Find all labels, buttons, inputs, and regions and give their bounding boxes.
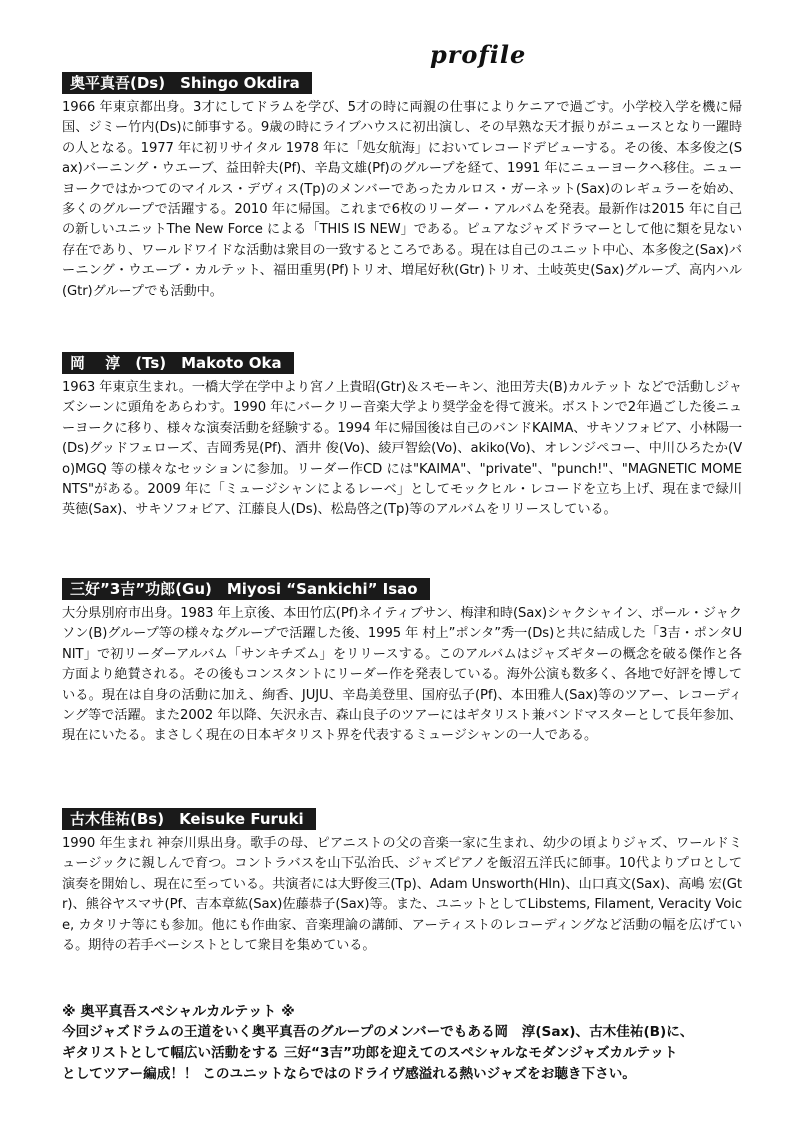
member-name-label: 岡 淳 (Ts) Makoto Oka [62, 352, 294, 374]
member-profile-okudaira [62, 72, 742, 302]
page-title: profile [430, 40, 527, 69]
member-bio: 1966 年東京都出身。3才にしてドラムを学び、5才の時に両親の仕事によりケニアで過ごす。小学校入学を機に帰国、ジミー竹内(Ds)に師事する。9歳の時にライブハウスに初出演し、その早熟な天才振りがニュースとなり一躍時の人となる。1977 年に初リサイタル 1978 年に「処女航海」においてレコードデビューする。その後、本多俊之(Sax)バーニング・ウエーブ、益田幹夫(Pf)、辛島文雄(Pf)のグループを経て、1991 年にニューヨークへ移住。ニューヨークではかつてのマイルス・デヴィス(Tp)のメンバーであったカルロス・ガーネット(Sax)のレギュラーを始め、多くのグループで活躍する。2010 年に帰国。これまで6枚のリーダー・アルバムを発表。最新作は2015 年に自己の新しいユニットThe New Force による「THIS IS NEW」である。ピュアなジャズドラマーとして他に類を見ない存在であり、ワールドワイドな活動は衆目の一致するところである。現在は自己のユニット中心、本多俊之(Sax)バーニング・ウエーブ・カルテット、福田重男(Pf)トリオ、増尾好秋(Gtr)トリオ、土岐英史(Sax)グループ、高内ハル(Gtr)グループでも活動中。 [62, 100, 742, 299]
member-profile-oka [62, 352, 742, 521]
member-profile-miyoshi [62, 578, 742, 747]
member-name-label: 古木佳祐(Bs) Keisuke Furuki [62, 808, 316, 830]
member-name-label: 奥平真吾(Ds) Shingo Okdira [62, 72, 312, 94]
special-line: 今回ジャズドラムの王道をいく奥平真吾のグループのメンバーでもある岡 淳(Sax)、古木佳祐(B)に、 [62, 1024, 694, 1040]
member-profile-furuki [62, 808, 742, 956]
special-title: ※ 奥平真吾スペシャルカルテット ※ [62, 1004, 295, 1020]
member-bio: 1963 年東京生まれ。一橋大学在学中より宮ノ上貴昭(Gtr)＆スモーキン、池田芳夫(B)カルテット などで活動しジャズシーンに頭角をあらわす。1990 年にバークリー音楽大学より奨学金を得て渡米。ボストンで2年過ごした後ニューヨークに移り、様々な演奏活動を経験する。1994 年に帰国後は自己のバンドKAIMA、サキソフォビア、小林陽一(Ds)グッドフェローズ、吉岡秀晃(Pf)、酒井 俊(Vo)、綾戸智絵(Vo)、akiko(Vo)、オレンジペコー、中川ひろたか(Vo)MGQ 等の様々なセッションに参加。リーダー作CD には"KAIMA"、"private"、"punch!"、"MAGNETIC MOMENTS"がある。2009 年に「ミュージシャンによるレーベ」としてモックヒル・レコードを立ち上げ、現在まで緑川英徳(Sax)、サキソフォビア、江藤良人(Ds)、松島啓之(Tp)等のアルバムをリリースしている。 [62, 380, 742, 518]
member-bio: 大分県別府市出身。1983 年上京後、本田竹広(Pf)ネイティブサン、梅津和時(Sax)シャクシャイン、ポール・ジャクソン(B)グループ等の様々なグループで活躍した後、1995 年 村上”ポンタ”秀一(Ds)と共に結成した「3吉・ポンタUNIT」で初リーダーアルバム「サンキチズム」をリリースする。このアルバムはジャズギターの概念を破る傑作と各方面より絶賛される。その後もコンスタントにリーダー作を発表している。海外公演も数多く、各地で好評を博している。現在は自身の活動に加え、絢香、JUJU、辛島美登里、国府弘子(Pf)、本田雅人(Sax)等のツアー、レコーディング等で活躍。また2002 年以降、矢沢永吉、森山良子のツアーにはギタリスト兼バンドマスターとして長年参加、現在にいたる。まさしく現在の日本ギタリスト界を代表するミュージシャンの一人である。 [62, 606, 742, 744]
special-line: ギタリストとして幅広い活動をする 三好“3吉”功郎を迎えてのスペシャルなモダンジャズカルテット [62, 1045, 678, 1061]
special-line: としてツアー編成！！ このユニットならではのドライヴ感溢れる熱いジャズをお聴き下さい。 [62, 1066, 636, 1082]
member-name-label: 三好”3吉”功郎(Gu) Miyosi “Sankichi” Isao [62, 578, 430, 600]
special-quartet-note [62, 1002, 752, 1085]
member-bio: 1990 年生まれ 神奈川県出身。歌手の母、ピアニストの父の音楽一家に生まれ、幼少の頃よりジャズ、ワールドミュージックに親しんで育つ。コントラバスを山下弘治氏、ジャズピアノを飯沼五洋氏に師事。10代よりプロとして演奏を開始し、現在に至っている。共演者には大野俊三(Tp)、Adam Unsworth(Hln)、山口真文(Sax)、高嶋 宏(Gtr)、熊谷ヤスマサ(Pf、吉本章紘(Sax)佐藤恭子(Sax)等。また、ユニットとしてLibstems, Filament, Veracity Voice, カタリナ等にも参加。他にも作曲家、音楽理論の講師、アーティストのレコーディングなど活動の幅を広げている。期待の若手ベーシストとして衆目を集めている。 [62, 836, 742, 954]
